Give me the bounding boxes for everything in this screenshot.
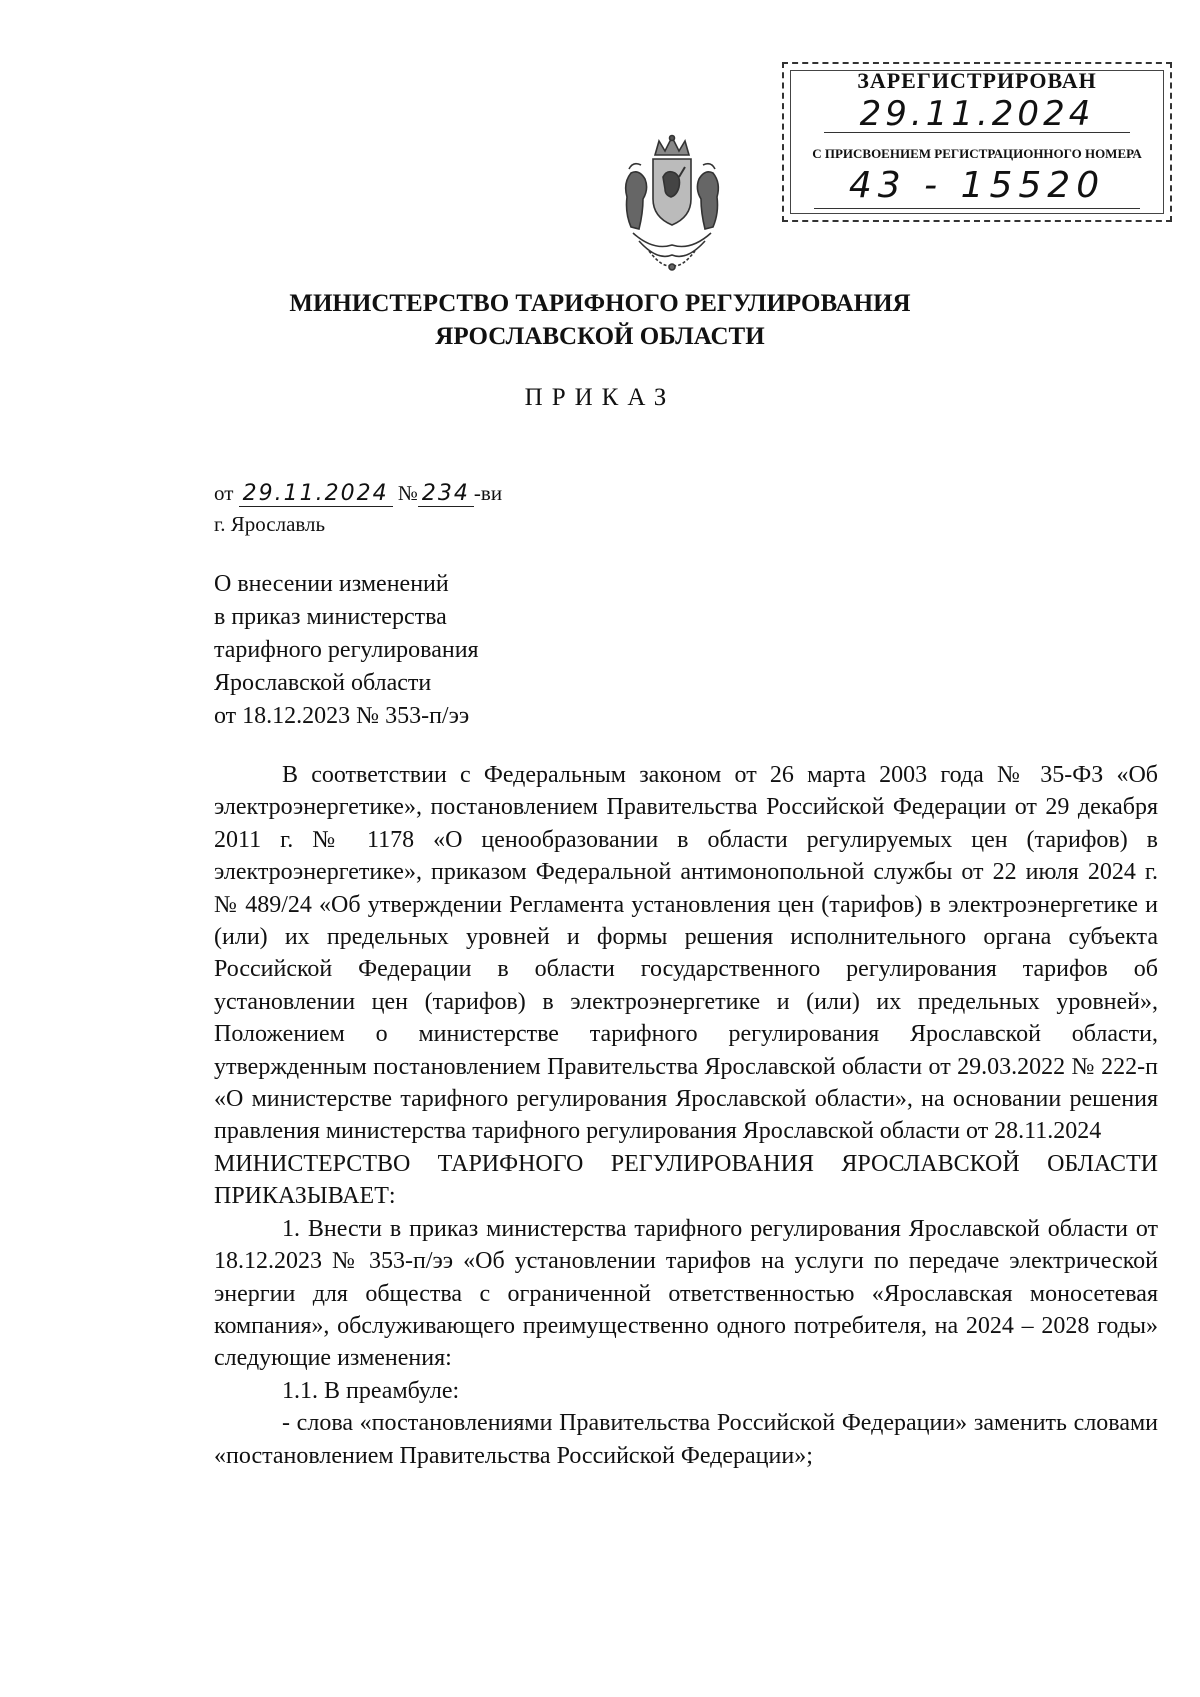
subject-line: О внесении изменений <box>214 571 449 597</box>
ministry-title <box>250 287 950 353</box>
order-date: 29.11.2024 <box>239 481 393 507</box>
order-meta <box>214 478 502 539</box>
order-number: 234 <box>418 481 474 507</box>
stamp-title: ЗАРЕГИСТРИРОВАН <box>857 68 1097 93</box>
preamble-paragraph: В соответствии с Федеральным законом от 26 марта 2003 года № 35-ФЗ «Об электроэнергетике», постановлением Правительства Российской Федерации от 29 декабря 2011 г. № 1178 «О ценообразовании в области регулируемых цен (тарифов) в электроэнергетике», приказом Федеральной антимонопольной службы от 22 июля 2024 г. № 489/24 «Об утверждении Регламента установления цен (тарифов) в электроэнергетике и (или) их предельных уровней и формы решения исполнительного органа субъекта Российской Федерации в области государственного регулирования тарифов об установлении цен (тарифов) в электроэнергетике и (или) их предельных уровней», Положением о министерстве тарифного регулирования Ярославской области, утвержденным постановлением Правительства Ярославской области от 29.03.2022 № 222-п «О министерстве тарифного регулирования Ярославской области», на основании решения правления министерства тарифного регулирования Ярославской области от 28.11.2024 <box>214 762 1158 1145</box>
order-date-number-line <box>214 478 502 509</box>
document-type: ПРИКАЗ <box>524 384 676 411</box>
registration-stamp <box>782 62 1172 222</box>
subject-line: от 18.12.2023 № 353-п/ээ <box>214 703 470 729</box>
order-body <box>214 759 1158 1472</box>
item-1-1-dash-paragraph: - слова «постановлениями Правительства Российской Федерации» заменить словами «постановлением Правительства Российской Федерации»; <box>214 1410 1158 1469</box>
item-1-1-heading: 1.1. В преамбуле: <box>282 1377 460 1404</box>
item-1-paragraph: 1. Внести в приказ министерства тарифного регулирования Ярославской области от 18.12.2023 № 353-п/ээ «Об установлении тарифов на услуги по передаче электрической энергии для общества с ограниченной ответственностью «Ярославская моносетевая компания», обслуживающего преимущественно одного потребителя, на 2024 – 2028 годы» следующие изменения: <box>214 1215 1158 1372</box>
ministry-title-line-1: МИНИСТЕРСТВО ТАРИФНОГО РЕГУЛИРОВАНИЯ <box>289 290 911 317</box>
subject-line: Ярославской области <box>214 670 432 696</box>
subject-line: тарифного регулирования <box>214 637 479 663</box>
city: г. Ярославль <box>214 512 326 536</box>
from-prefix: от <box>214 481 234 505</box>
stamp-caption: С ПРИСВОЕНИЕМ РЕГИСТРАЦИОННОГО НОМЕРА <box>812 146 1142 161</box>
coat-of-arms-icon <box>613 133 731 275</box>
ministry-title-line-2: ЯРОСЛАВСКОЙ ОБЛАСТИ <box>435 323 765 350</box>
stamp-registration-number: 43 - 15520 <box>814 164 1140 209</box>
order-statement: МИНИСТЕРСТВО ТАРИФНОГО РЕГУЛИРОВАНИЯ ЯРОСЛАВСКОЙ ОБЛАСТИ ПРИКАЗЫВАЕТ: <box>214 1150 1158 1210</box>
stamp-date: 29.11.2024 <box>824 94 1130 133</box>
order-subject <box>214 568 634 733</box>
order-number-suffix: -ви <box>473 481 503 505</box>
subject-line: в приказ министерства <box>214 604 447 630</box>
number-sign: № <box>397 481 418 505</box>
